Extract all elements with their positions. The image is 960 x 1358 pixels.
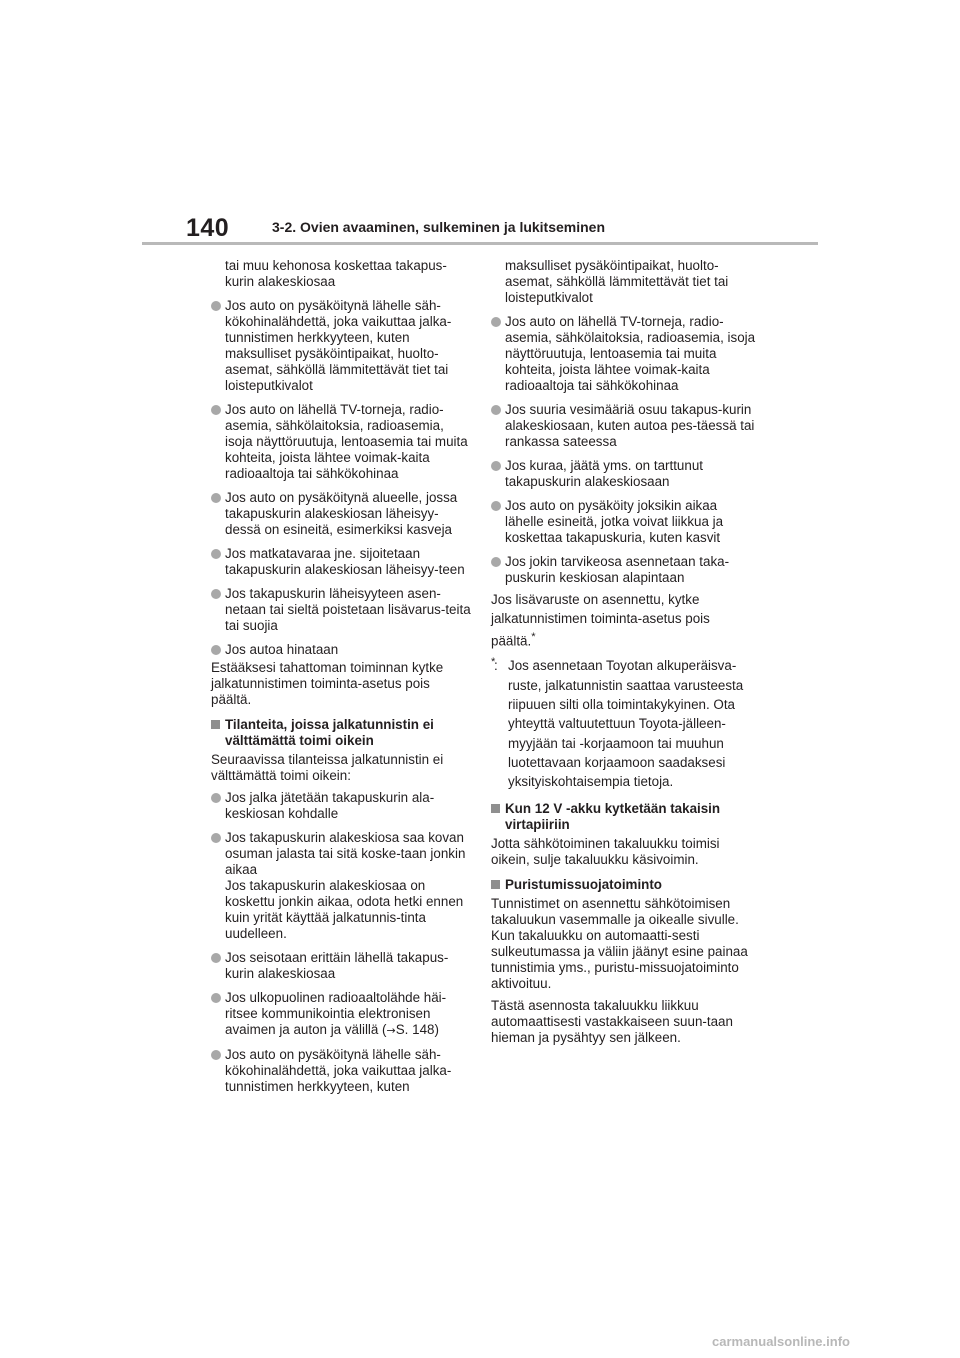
section-heading: Kun 12 V -akku kytketään takaisin virtapiiriin — [491, 801, 756, 833]
bullet-icon — [491, 557, 501, 567]
footnote: * : Jos asennetaan Toyotan alkuperäisva-ruste, jalkatunnistin saattaa varusteesta riipuuen silti olla toimintakykyinen. Ota yhteyttä valtuutettuun Toyota-jälleen-myyjään tai -korjaamoon tai muuhun luotettavaan korjaamoon saadaksesi yksityiskohtaisempia tietoja. — [491, 656, 756, 791]
square-bullet-icon — [491, 804, 500, 813]
arrow-icon: → — [386, 1024, 396, 1037]
list-item: Jos auto on pysäköitynä lähelle säh-kökohinalähdettä, joka vaikuttaa jalka-tunnistimen herkkyyteen, kuten — [211, 1047, 473, 1095]
square-bullet-icon — [491, 880, 500, 889]
list-item: Jos ulkopuolinen radioaaltolähde häi-ritsee kommunikointia elektronisen avaimen ja auton ja välillä (→S. 148) — [211, 990, 473, 1039]
right-column — [491, 258, 756, 1048]
continuation-text: maksulliset pysäköintipaikat, huolto-asemat, sähköllä lämmitettävät tiet tai loisteputkivalot — [505, 258, 729, 305]
bullet-icon — [211, 833, 221, 843]
section-heading: Puristumissuojatoiminto — [491, 877, 756, 893]
left-column — [211, 258, 473, 1103]
bullet-icon — [211, 645, 221, 655]
continuation-text: Jos takapuskurin alakeskiosaa on koskettu jonkin aikaa, odota hetki ennen kuin yrität käyttää jalkatunnis-tinta uudelleen. — [225, 878, 464, 941]
paragraph: Tunnistimet on asennettu sähkötoimisen takaluukun vasemmalle ja oikealle sivulle. Kun takaluukku on automaatti-sesti sulkeutumassa ja väliin jäänyt esine painaa tunnistimia yms., puristu-missuojatoiminto aktivoituu. — [491, 895, 748, 991]
section-heading: Tilanteita, joissa jalkatunnistin ei välttämättä toimi oikein — [211, 717, 473, 749]
bullet-icon — [211, 493, 221, 503]
bullet-icon — [211, 549, 221, 559]
bullet-icon — [491, 317, 501, 327]
square-bullet-icon — [211, 720, 220, 729]
list-item: Jos auto on pysäköitynä alueelle, jossa takapuskurin alakeskiosan läheisyy-dessä on esineitä, esimerkiksi kasveja — [211, 490, 473, 538]
paragraph: Estääksesi tahattoman toiminnan kytke jalkatunnistimen toiminta-asetus pois päältä. — [211, 660, 444, 707]
list-item: Jos jalka jätetään takapuskurin ala-keskiosan kohdalle — [211, 790, 473, 822]
bullet-icon — [211, 993, 221, 1003]
bullet-icon — [491, 501, 501, 511]
list-item: Jos jokin tarvikeosa asennetaan taka-puskurin keskiosan alapintaan — [491, 554, 756, 586]
list-item: Jos auto on pysäköity joksikin aikaa lähelle esineitä, jotka voivat liikkua ja koskettaa takapuskuria, kuten kasvit — [491, 498, 756, 546]
bullet-icon — [491, 461, 501, 471]
list-item: Jos auto on lähellä TV-torneja, radio-asemia, sähkölaitoksia, radioasemia, isoja näyttöruutuja, lentoasemia tai muita kohteita, joista lähtee voimak-kaita radioaaltoja tai sähkökohinaa — [491, 314, 756, 394]
bullet-icon — [211, 953, 221, 963]
list-item: Jos takapuskurin alakeskiosa saa kovan osuman jalasta tai sitä koske-taan jonkin aikaa — [211, 830, 473, 878]
paragraph: Seuraavissa tilanteissa jalkatunnistin ei välttämättä toimi oikein: — [211, 752, 444, 783]
list-item: Jos takapuskurin läheisyyteen asen-netaan tai sieltä poistetaan lisävarus-teita tai suojia — [211, 586, 473, 634]
paragraph: Jos lisävaruste on asennettu, kytke jalkatunnistimen toiminta-asetus pois päältä.* — [491, 592, 710, 649]
footnote-marker: * — [491, 656, 496, 669]
watermark: carmanualsonline.info — [712, 1334, 850, 1349]
paragraph: Tästä asennosta takaluukku liikkuu automaattisesti vastakkaiseen suun-taan hieman ja pysähtyy sen jälkeen. — [491, 997, 733, 1045]
bullet-icon — [491, 405, 501, 415]
page-reference-link[interactable]: S. 148) — [395, 1022, 439, 1037]
bullet-icon — [211, 301, 221, 311]
chapter-title: 3-2. Ovien avaaminen, sulkeminen ja lukitseminen — [272, 219, 606, 235]
list-item: Jos suuria vesimääriä osuu takapus-kurin alakeskiosaan, kuten autoa pes-täessä tai rankassa sateessa — [491, 402, 756, 450]
list-item: Jos auto on lähellä TV-torneja, radio-asemia, sähkölaitoksia, radioasemia, isoja näyttöruutuja, lentoasemia tai muita kohteita, joista lähtee voimak-kaita radioaaltoja tai sähkökohinaa — [211, 402, 473, 482]
bullet-icon — [211, 405, 221, 415]
bullet-icon — [211, 589, 221, 599]
header-rule — [142, 242, 818, 245]
list-item: Jos matkatavaraa jne. sijoitetaan takapuskurin alakeskiosan läheisyy-teen — [211, 546, 473, 578]
list-item: Jos auto on pysäköitynä lähelle säh-kökohinalähdettä, joka vaikuttaa jalka-tunnistimen herkkyyteen, kuten maksulliset pysäköintipaikat, huolto-asemat, sähköllä lämmitettävät tiet tai loisteputkivalot — [211, 298, 473, 394]
list-item: Jos autoa hinataan — [211, 642, 473, 658]
footnote-colon: : — [494, 658, 498, 674]
bullet-icon — [211, 1050, 221, 1060]
paragraph: Jotta sähkötoiminen takaluukku toimisi oikein, sulje takaluukku käsivoimin. — [491, 835, 720, 867]
continuation-text: tai muu kehonosa koskettaa takapus-kurin alakeskiosaa — [225, 258, 447, 289]
list-item: Jos kuraa, jäätä yms. on tarttunut takapuskurin alakeskiosaan — [491, 458, 756, 490]
bullet-icon — [211, 793, 221, 803]
page-number: 140 — [186, 214, 230, 242]
list-item: Jos seisotaan erittäin lähellä takapus-kurin alakeskiosaa — [211, 950, 473, 982]
footnote-marker: * — [531, 631, 536, 643]
